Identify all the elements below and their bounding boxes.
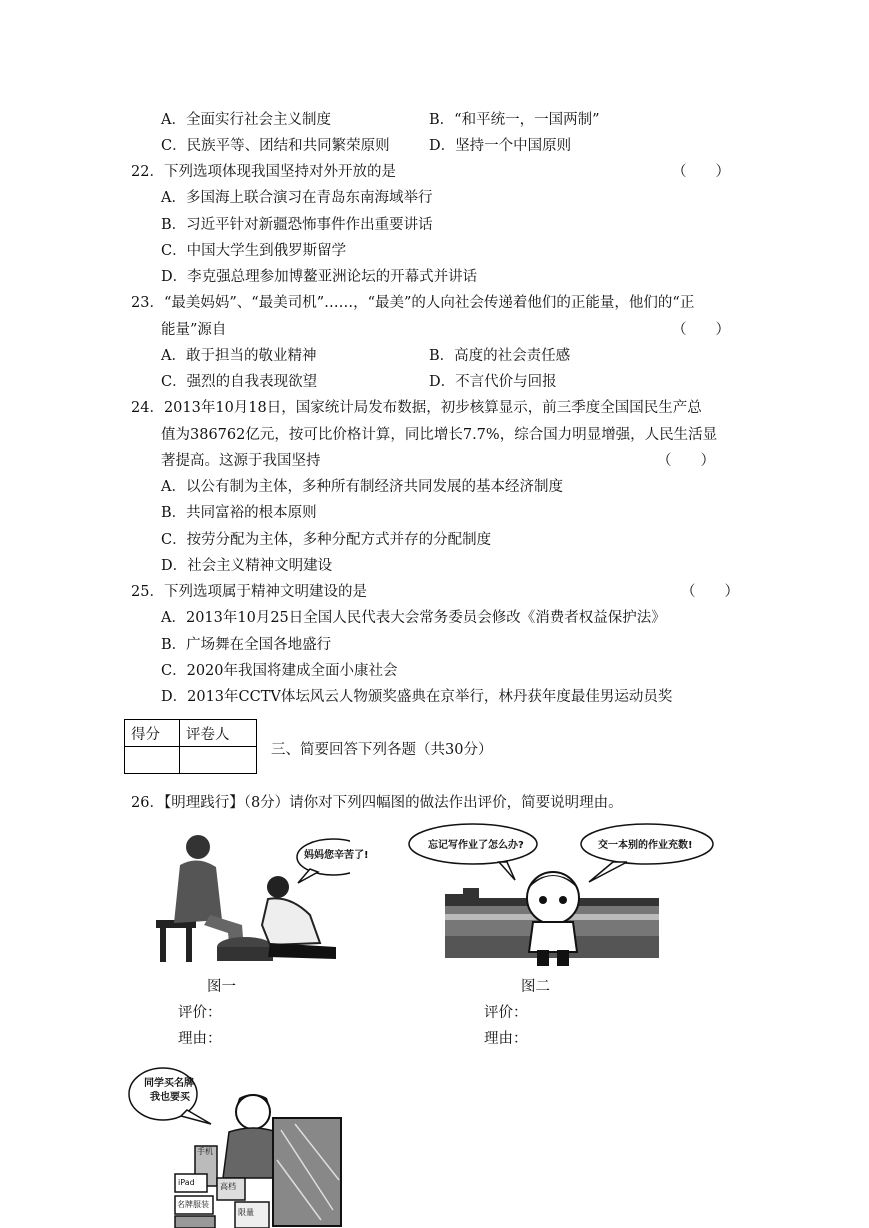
q24-stem-line1: 24．2013年10月18日，国家统计局发布数据，初步核算显示，前三季度全国国民生产总	[131, 400, 702, 416]
score-header: 得分	[125, 720, 180, 747]
q25-stem: 25．下列选项属于精神文明建设的是	[131, 584, 367, 600]
figure-3-box-label-brand: 名牌服装	[177, 1200, 209, 1209]
q25-option-a: A．2013年10月25日全国人民代表大会常务委员会修改《消费者权益保护法》	[161, 610, 666, 626]
q24-stem-line2: 值为386762亿元，按可比价格计算，同比增长7.7%，综合国力明显增强，人民生活显	[161, 427, 718, 443]
figure-2-speech-bubble-left: 忘记写作业了怎么办?	[428, 840, 524, 851]
figure-2-caption: 图二	[521, 979, 550, 995]
figure-2-evaluation-label: 评价：	[484, 1005, 528, 1021]
figure-1-evaluation-label: 评价：	[178, 1005, 222, 1021]
figure-3-speech-bubble-line1: 同学买名牌	[144, 1078, 194, 1089]
q22-answer-paren: （ ）	[672, 164, 730, 180]
figure-1-caption: 图一	[207, 979, 236, 995]
figure-3-box-label-premium: 高档	[220, 1182, 236, 1191]
figure-1-reason-label: 理由：	[178, 1031, 222, 1047]
q23-stem-line1: 23．“最美妈妈”、“最美司机”……，“最美”的人向社会传递着他们的正能量，他们的“正	[131, 295, 695, 311]
q23-option-a: A．敢于担当的敬业精神	[161, 348, 317, 364]
q21-option-a: A．全面实行社会主义制度	[161, 112, 331, 128]
q22-stem: 22．下列选项体现我国坚持对外开放的是	[131, 164, 396, 180]
q24-option-d: D．社会主义精神文明建设	[161, 558, 333, 574]
q25-option-c: C．2020年我国将建成全面小康社会	[161, 663, 398, 679]
grader-header: 评卷人	[180, 720, 257, 747]
q23-answer-paren: （ ）	[672, 322, 730, 338]
q25-option-d: D．2013年CCTV体坛风云人物颁奖盛典在京举行，林丹获年度最佳男运动员奖	[161, 689, 673, 705]
q21-option-c: C．民族平等、团结和共同繁荣原则	[161, 138, 390, 154]
q23-option-b: B．高度的社会责任感	[429, 348, 571, 364]
q23-option-c: C．强烈的自我表现欲望	[161, 374, 318, 390]
q22-option-a: A．多国海上联合演习在青岛东南海域举行	[161, 190, 433, 206]
q22-option-c: C．中国大学生到俄罗斯留学	[161, 243, 347, 259]
q24-option-b: B．共同富裕的根本原则	[161, 505, 317, 521]
q23-stem-line2: 能量”源自	[161, 322, 227, 338]
q25-option-b: B．广场舞在全国各地盛行	[161, 637, 332, 653]
section-3-heading: 三、简要回答下列各题（共30分）	[271, 742, 493, 758]
score-table	[124, 719, 257, 774]
q22-option-b: B．习近平针对新疆恐怖事件作出重要讲话	[161, 217, 433, 233]
q24-option-c: C．按劳分配为主体，多种分配方式并存的分配制度	[161, 532, 492, 548]
q24-option-a: A．以公有制为主体，多种所有制经济共同发展的基本经济制度	[161, 479, 563, 495]
q23-option-d: D．不言代价与回报	[429, 374, 557, 390]
figure-2-speech-bubble-right: 交一本别的作业充数!	[598, 840, 693, 851]
figure-3-speech-bubble-line2: 我也要买	[150, 1092, 190, 1103]
q25-answer-paren: （ ）	[681, 584, 739, 600]
q22-option-d: D．李克强总理参加博鳌亚洲论坛的开幕式并讲话	[161, 269, 478, 285]
figure-3-box-label-limited: 限量	[238, 1208, 254, 1217]
q24-answer-paren: （ ）	[657, 453, 715, 469]
q26-stem: 26．【明理践行】（8分）请你对下列四幅图的做法作出评价，简要说明理由。	[131, 795, 623, 811]
figure-2-reason-label: 理由：	[484, 1031, 528, 1047]
q21-option-b: B．“和平统一，一国两制”	[429, 112, 600, 128]
figure-3-box-label-ipad: iPad	[178, 1178, 195, 1187]
figure-3-box-label-phone: 手机	[197, 1147, 213, 1156]
grader-cell[interactable]	[180, 747, 257, 774]
figure-1-speech-bubble: 妈妈您辛苦了!	[304, 850, 369, 861]
q21-option-d: D．坚持一个中国原则	[429, 138, 572, 154]
q24-stem-line3: 著提高。这源于我国坚持	[161, 453, 321, 469]
score-cell[interactable]	[125, 747, 180, 774]
